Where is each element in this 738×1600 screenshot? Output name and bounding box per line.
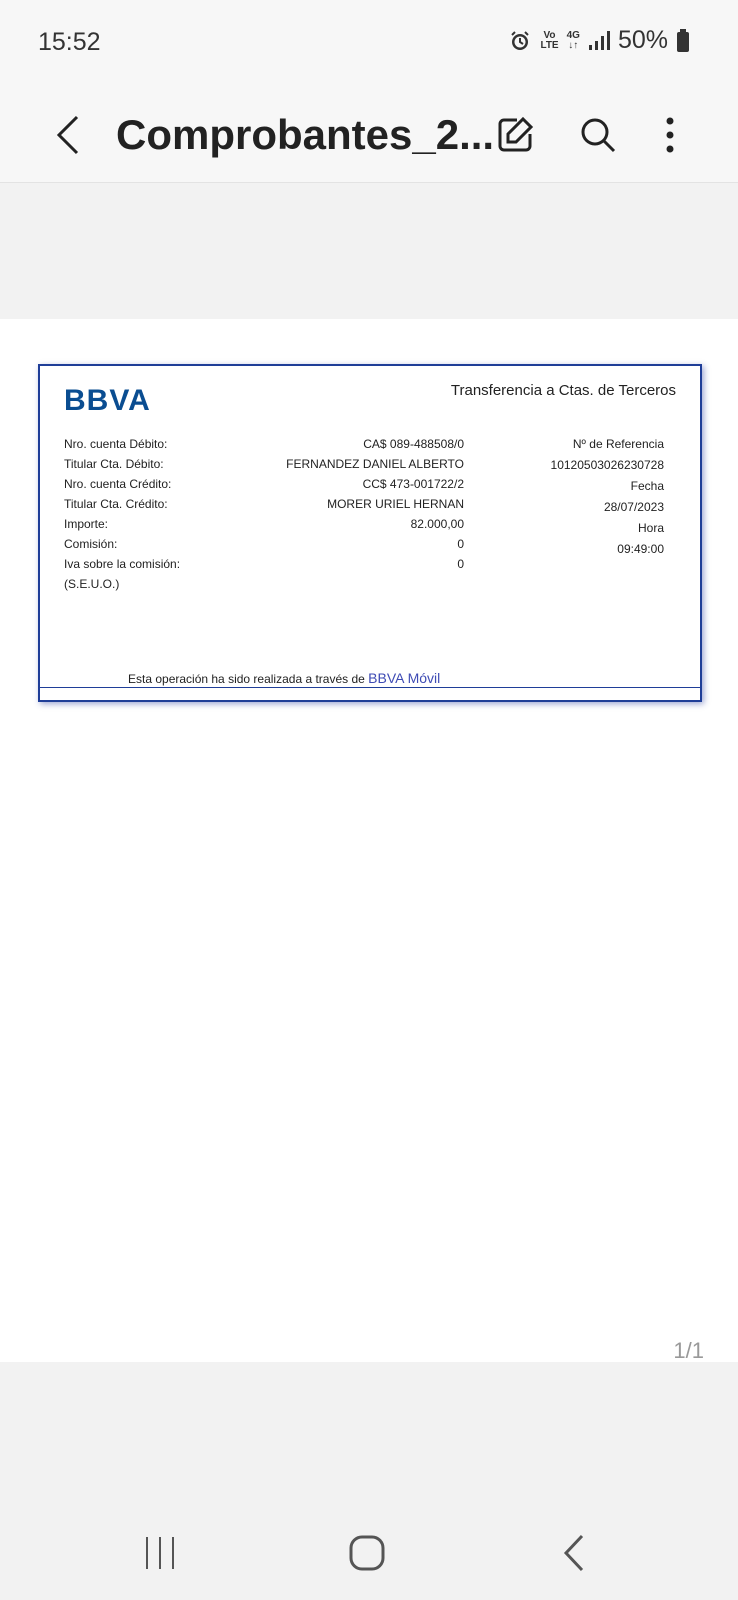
- nav-back-button[interactable]: [534, 1505, 614, 1600]
- more-options-button[interactable]: [642, 102, 698, 168]
- edit-icon: [495, 114, 537, 156]
- field-labels: [64, 434, 180, 594]
- field-values: [286, 434, 464, 594]
- reference-details: [551, 434, 664, 560]
- back-button[interactable]: [44, 102, 90, 168]
- footer-text: Esta operación ha sido realizada a través de: [128, 672, 365, 686]
- back-icon: [562, 1534, 586, 1572]
- recent-apps-icon: [142, 1537, 178, 1569]
- network-label: 4G: [566, 29, 580, 41]
- status-time: 15:52: [38, 28, 101, 56]
- field-label: Iva sobre la comisión:: [64, 557, 181, 571]
- field-label: Titular Cta. Débito:: [64, 457, 164, 471]
- reference-label: Nº de Referencia: [572, 437, 664, 451]
- document-title: Comprobantes_2...: [116, 111, 495, 158]
- receipt-footer-divider: [40, 687, 700, 688]
- status-icons: [508, 26, 690, 55]
- field-label: Nro. cuenta Débito:: [64, 437, 168, 451]
- date-value: 28/07/2023: [603, 500, 664, 514]
- app-bar: [0, 88, 738, 183]
- 4g-data-icon: [567, 31, 580, 51]
- field-value: FERNANDEZ DANIEL ALBERTO: [286, 457, 464, 471]
- page-indicator: 1/1: [673, 1338, 704, 1363]
- field-label: Nro. cuenta Crédito:: [64, 477, 172, 491]
- time-label: Hora: [637, 521, 664, 535]
- field-label: Comisión:: [64, 537, 118, 551]
- date-label: Fecha: [630, 479, 664, 493]
- bbva-logo: BBVA: [64, 384, 151, 417]
- field-label: Titular Cta. Crédito:: [64, 497, 168, 511]
- chevron-left-icon: [53, 114, 81, 156]
- field-value: CC$ 473-001722/2: [362, 477, 464, 491]
- search-icon: [578, 115, 618, 155]
- edit-button[interactable]: [488, 102, 544, 168]
- field-value: CA$ 089-488508/0: [363, 437, 464, 451]
- status-bar: [0, 0, 738, 88]
- battery-icon: [676, 29, 690, 53]
- footer-brand: BBVA Móvil: [368, 670, 441, 686]
- signal-icon: [588, 31, 610, 51]
- data-arrows: ↓↑: [568, 39, 579, 51]
- home-button[interactable]: [327, 1505, 407, 1600]
- field-value: 0: [457, 537, 464, 551]
- field-label: (S.E.U.O.): [64, 577, 120, 591]
- more-vertical-icon: [664, 116, 676, 154]
- reference-value: 10120503026230728: [550, 458, 664, 472]
- field-value: 82.000,00: [410, 517, 464, 531]
- field-label: Importe:: [64, 517, 109, 531]
- alarm-icon: [508, 29, 532, 53]
- receipt-footer: [128, 670, 440, 686]
- receipt-title: Transferencia a Ctas. de Terceros: [450, 382, 676, 399]
- recent-apps-button[interactable]: [120, 1505, 200, 1600]
- volte-icon: [540, 31, 558, 51]
- receipt-card: [38, 364, 702, 702]
- field-value: 0: [457, 557, 464, 571]
- battery-percent: 50%: [617, 26, 668, 54]
- field-value: MORER URIEL HERNAN: [327, 497, 464, 511]
- home-icon: [348, 1534, 386, 1572]
- volte-bottom-label: LTE: [540, 39, 559, 51]
- search-button[interactable]: [570, 102, 626, 168]
- volte-top-label: Vo: [543, 29, 556, 41]
- time-value: 09:49:00: [617, 542, 664, 556]
- field-value: [286, 574, 464, 594]
- navigation-bar: [0, 1505, 738, 1600]
